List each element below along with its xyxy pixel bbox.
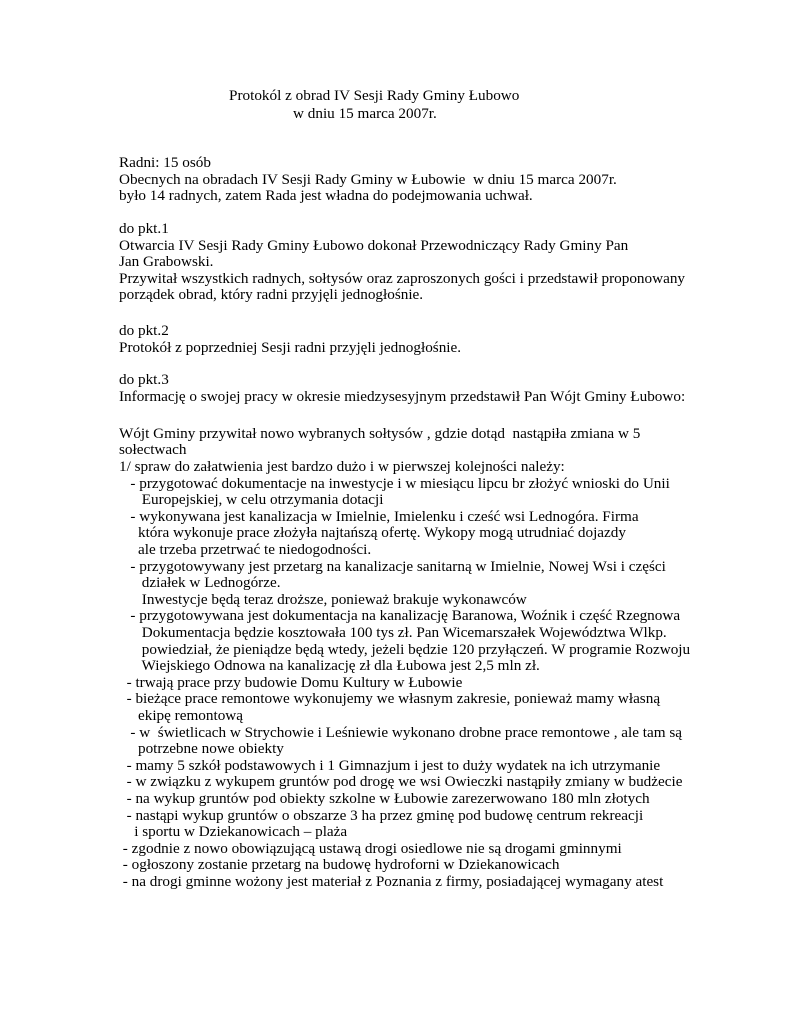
paragraph-line: Inwestycje będą teraz droższe, ponieważ brakuje wykonawców [119,590,527,608]
section-heading: do pkt.3 [119,371,169,388]
section-heading: do pkt.2 [119,322,169,339]
title-line-2: w dniu 15 marca 2007r. [293,105,437,122]
paragraph-line: ekipę remontową [119,707,243,724]
paragraph-line: potrzebne nowe obiekty [119,740,284,758]
paragraph-line: powiedział, że pieniądze będą wtedy, jeżeli będzie 120 przyłączeń. W programie Rozwoju [119,640,691,658]
paragraph-line: Jan Grabowski. [119,253,214,271]
paragraph-line: - przygotowywany jest przetarg na kanalizacje sanitarną w Imielnie, Nowej Wsi i części [119,557,666,575]
paragraph-line: sołectwach [119,441,187,459]
paragraph-line: ale trzeba przetrwać te niedogodności. [119,541,372,558]
intro-line: Radni: 15 osób [119,154,211,171]
paragraph-line: - mamy 5 szkół podstawowych i 1 Gimnazjum i jest to duży wydatek na ich utrzymanie [119,756,661,774]
paragraph-line: - trwają prace przy budowie Domu Kultury w Łubowie [119,673,463,691]
paragraph-line: porządek obrad, który radni przyjęli jednogłośnie. [119,286,424,304]
paragraph-line: - nastąpi wykup gruntów o obszarze 3 ha przez gminę pod budowę centrum rekreacji [119,806,644,824]
paragraph-line: - na wykup gruntów pod obiekty szkolne w Łubowie zarezerwowano 180 mln złotych [119,790,650,807]
paragraph-line: - w świetlicach w Strychowie i Leśniewie wykonano drobne prace remontowe , ale tam są [119,723,683,741]
paragraph-line: Wiejskiego Odnowa na kanalizację zł dla Łubowa jest 2,5 mln zł. [119,657,540,675]
paragraph-line: - w związku z wykupem gruntów pod drogę we wsi Owieczki nastąpiły zmiany w budżecie [119,773,683,791]
title-line-1: Protokól z obrad IV Sesji Rady Gminy Łubowo [229,87,520,104]
paragraph-line: Informację o swojej pracy w okresie miedzysesyjnym przedstawił Pan Wójt Gminy Łubowo: [119,387,686,405]
paragraph-line: Protokół z poprzedniej Sesji radni przyjęli jednogłośnie. [119,338,462,356]
paragraph-line: która wykonuje prace złożyła najtańszą ofertę. Wykopy mogą utrudniać dojazdy [119,524,626,542]
paragraph-line: - przygotowywana jest dokumentacja na kanalizację Baranowa, Woźnik i część Rzegnowa [119,607,681,625]
intro-line: było 14 radnych, zatem Rada jest władna do podejmowania uchwał. [119,187,533,205]
paragraph-line: - zgodnie z nowo obowiązującą ustawą drogi osiedlowe nie są drogami gminnymi [119,839,622,857]
paragraph-line: - bieżące prace remontowe wykonujemy we własnym zakresie, ponieważ mamy własną [119,690,661,708]
paragraph-line: działek w Lednogórze. [119,574,281,592]
paragraph-line: Otwarcia IV Sesji Rady Gminy Łubowo dokonał Przewodniczący Rady Gminy Pan [119,236,629,254]
paragraph-line: i sportu w Dziekanowicach – plaża [119,823,348,841]
paragraph-line: Europejskiej, w celu otrzymania dotacji [119,491,384,509]
paragraph-line: - wykonywana jest kanalizacja w Imielnie, Imielenku i cześć wsi Lednogóra. Firma [119,507,639,525]
section-heading: do pkt.1 [119,220,169,237]
paragraph-line: - przygotować dokumentacje na inwestycje i w miesiącu lipcu br złożyć wnioski do Unii [119,474,670,492]
paragraph-line: - na drogi gminne wożony jest materiał z Poznania z firmy, posiadającej wymagany atest [119,873,664,890]
paragraph-line: Przywitał wszystkich radnych, sołtysów oraz zaproszonych gości i przedstawił proponowany [119,269,686,287]
paragraph-line: - ogłoszony zostanie przetarg na budowę hydroforni w Dziekanowicach [119,856,560,874]
paragraph-line: Wójt Gminy przywitał nowo wybranych sołtysów , gdzie dotąd nastąpiła zmiana w 5 [119,424,641,442]
paragraph-line: 1/ spraw do załatwienia jest bardzo dużo i w pierwszej kolejności należy: [119,458,565,475]
intro-line: Obecnych na obradach IV Sesji Rady Gminy w Łubowie w dniu 15 marca 2007r. [119,170,617,188]
paragraph-line: Dokumentacja będzie kosztowała 100 tys zł. Pan Wicemarszałek Województwa Wlkp. [119,624,667,641]
